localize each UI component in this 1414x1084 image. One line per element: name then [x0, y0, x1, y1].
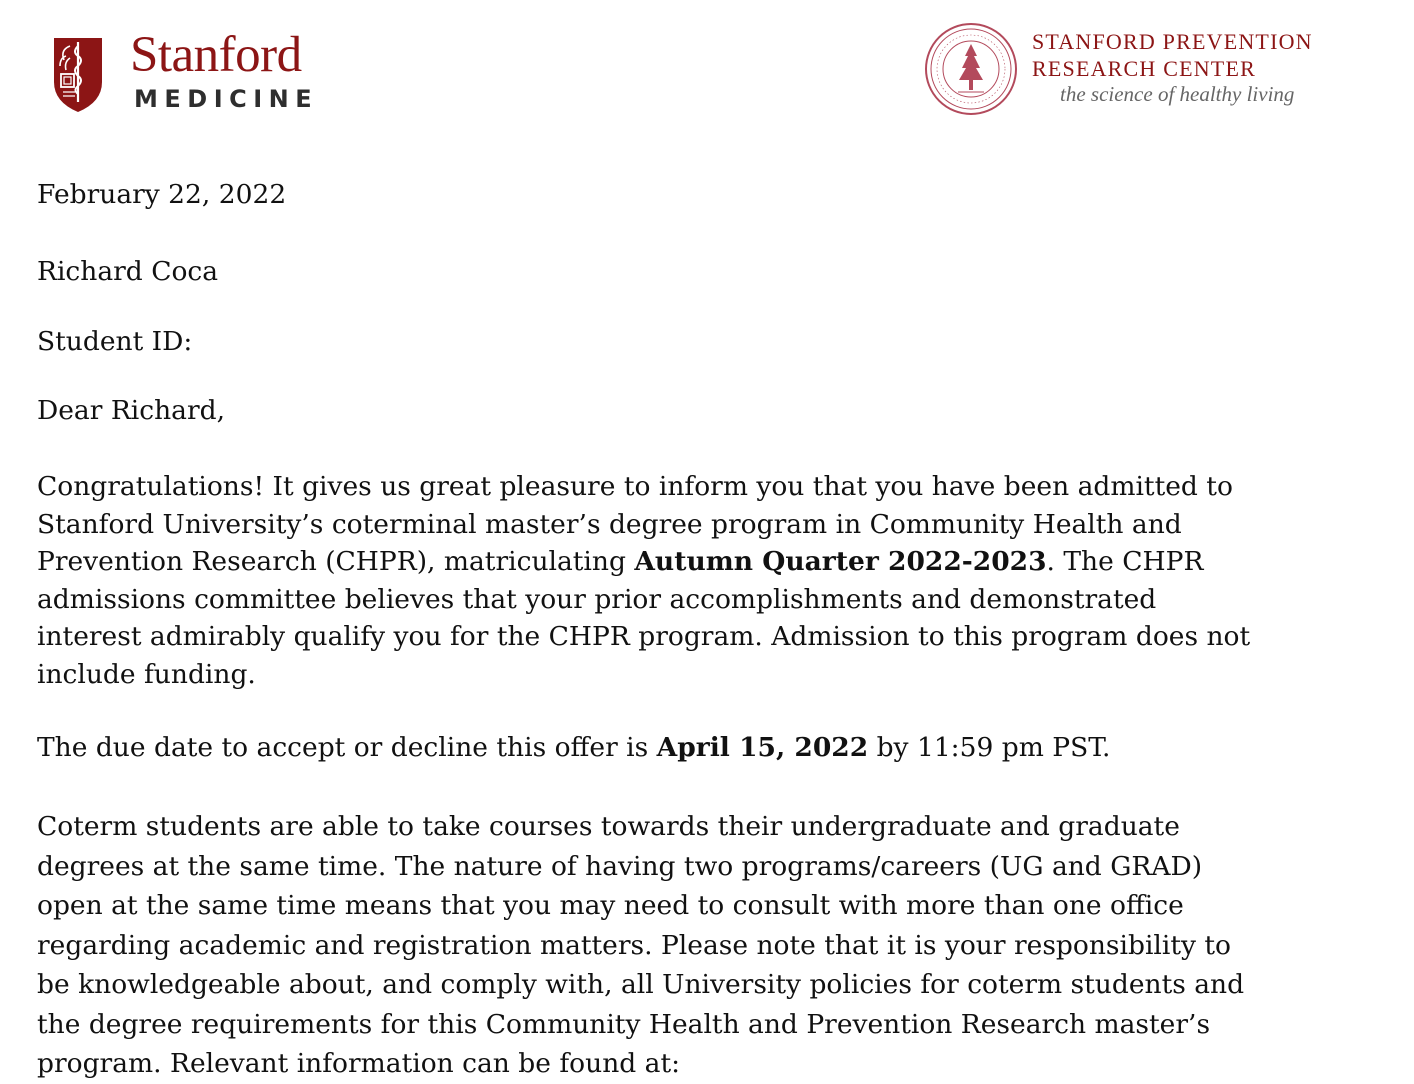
student-id-label: Student ID:	[37, 326, 193, 357]
center-name-line2: RESEARCH CENTER	[1032, 56, 1256, 81]
text-span: . The CHPR	[1046, 546, 1204, 577]
text-span: The due date to accept or decline this offer is	[37, 732, 657, 763]
paragraph-line: Congratulations! It gives us great pleasure to inform you that you have been admitted to	[37, 471, 1233, 502]
paragraph-line: the degree requirements for this Community Health and Prevention Research master’s	[37, 1008, 1211, 1040]
matriculation-quarter: Autumn Quarter 2022-2023	[634, 546, 1047, 577]
salutation: Dear Richard,	[37, 395, 226, 426]
center-tagline: the science of healthy living	[1060, 82, 1295, 106]
recipient-name: Richard Coca	[37, 256, 219, 287]
shield-icon	[52, 36, 104, 114]
paragraph-line: Coterm students are able to take courses towards their undergraduate and graduate	[37, 811, 1180, 842]
coterm-paragraph	[37, 807, 1244, 1084]
text-span: Prevention Research (CHPR), matriculating	[37, 546, 635, 577]
paragraph-line: interest admirably qualify you for the CHPR program. Admission to this program does not	[37, 621, 1251, 652]
paragraph-line: admissions committee believes that your prior accomplishments and demonstrated	[37, 583, 1157, 615]
paragraph-line: program. Relevant information can be found at:	[37, 1048, 681, 1079]
paragraph-line: open at the same time means that you may need to consult with more than one office	[37, 890, 1184, 921]
paragraph-line	[37, 543, 1250, 581]
prevention-center-logo	[924, 22, 1344, 122]
due-date-paragraph	[37, 732, 1111, 763]
paragraph-line: Stanford University’s coterminal master’s degree program in Community Health and	[37, 508, 1182, 540]
university-seal-icon	[924, 22, 1018, 116]
paragraph-line: include funding.	[37, 658, 256, 690]
admission-paragraph	[37, 468, 1250, 693]
medicine-wordmark: MEDICINE	[134, 85, 319, 113]
paragraph-line: degrees at the same time. The nature of having two programs/careers (UG and GRAD)	[37, 850, 1203, 882]
stanford-medicine-logo	[50, 27, 350, 116]
due-date: April 15, 2022	[656, 732, 869, 763]
text-span: by 11:59 pm PST.	[868, 732, 1111, 763]
letter-date: February 22, 2022	[37, 179, 287, 210]
stanford-wordmark: Stanford	[130, 27, 302, 83]
paragraph-line: be knowledgeable about, and comply with, all University policies for coterm students and	[37, 969, 1245, 1000]
paragraph-line: regarding academic and registration matters. Please note that it is your responsibility to	[37, 929, 1232, 961]
center-name-line1: STANFORD PREVENTION	[1032, 29, 1313, 54]
